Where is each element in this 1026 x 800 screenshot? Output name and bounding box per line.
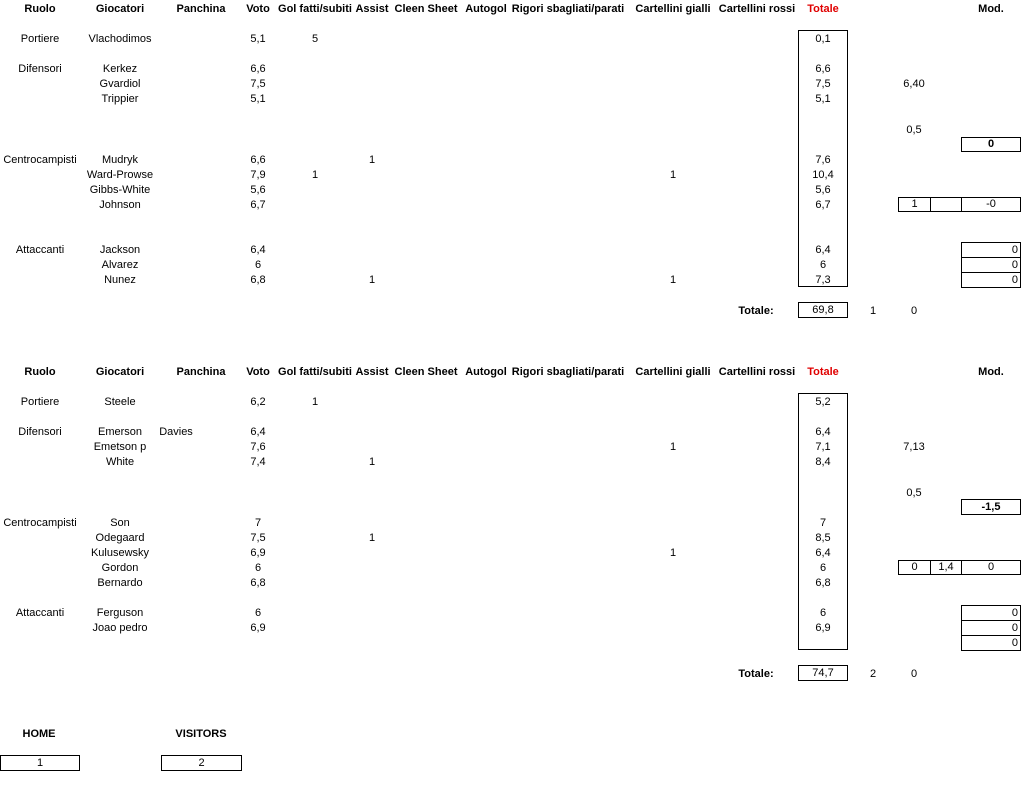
player-gialli: 1 — [669, 547, 677, 559]
att-cell: 0 — [961, 272, 1021, 288]
player-name: Gordon — [101, 562, 139, 574]
player-totale: 7 — [819, 517, 827, 529]
player-voto: 6,7 — [250, 199, 266, 211]
player-name: Trippier — [101, 93, 139, 105]
player-totale: 6,7 — [815, 199, 831, 211]
header-rigori: Rigori sbagliati/parati — [511, 3, 625, 15]
defense-average: 7,13 — [903, 441, 925, 453]
role-label: Portiere — [20, 396, 60, 408]
mid-cell: 0 — [961, 560, 1021, 575]
player-totale: 6,4 — [815, 547, 831, 559]
player-totale: 6 — [819, 259, 827, 271]
header-mod: Mod. — [978, 366, 1004, 378]
player-voto: 6 — [254, 562, 262, 574]
header-panchina: Panchina — [176, 366, 226, 378]
player-assist: 1 — [368, 274, 376, 286]
player-totale: 8,4 — [815, 456, 831, 468]
totale-extra: 0 — [910, 668, 918, 680]
mid-cell: 0 — [898, 560, 931, 575]
header-mod: Mod. — [978, 3, 1004, 15]
player-voto: 6,4 — [250, 426, 266, 438]
header-autogol: Autogol — [465, 3, 507, 15]
bonus-value: 0,5 — [906, 487, 922, 499]
player-totale: 6 — [819, 562, 827, 574]
player-name: Emerson — [97, 426, 143, 438]
player-name: Vlachodimos — [88, 33, 152, 45]
player-gialli: 1 — [669, 169, 677, 181]
header-totale: Totale — [807, 366, 839, 378]
player-voto: 6,2 — [250, 396, 266, 408]
att-cell: 0 — [961, 620, 1021, 636]
att-cell: 0 — [961, 635, 1021, 651]
mid-cell: -0 — [961, 197, 1021, 212]
player-voto: 6,9 — [250, 622, 266, 634]
header-giocatori: Giocatori — [95, 3, 145, 15]
role-label: Difensori — [18, 426, 62, 438]
player-voto: 7,9 — [250, 169, 266, 181]
player-totale: 8,5 — [815, 532, 831, 544]
player-voto: 7,5 — [250, 532, 266, 544]
player-assist: 1 — [368, 532, 376, 544]
header-gialli: Cartellini gialli — [635, 366, 711, 378]
header-rossi: Cartellini rossi — [718, 3, 796, 15]
player-totale: 5,6 — [815, 184, 831, 196]
player-totale: 7,3 — [815, 274, 831, 286]
player-voto: 6,8 — [250, 577, 266, 589]
player-name: White — [105, 456, 135, 468]
player-gol: 5 — [311, 33, 319, 45]
role-label: Difensori — [18, 63, 62, 75]
header-gialli: Cartellini gialli — [635, 3, 711, 15]
player-name: Steele — [104, 396, 136, 408]
header-assist: Assist — [355, 3, 389, 15]
att-cell: 0 — [961, 605, 1021, 621]
player-voto: 5,1 — [250, 93, 266, 105]
player-voto: 6,9 — [250, 547, 266, 559]
bonus-value: 0,5 — [906, 124, 922, 136]
player-name: Ward-Prowse — [86, 169, 154, 181]
att-cell: 0 — [961, 242, 1021, 258]
player-totale: 7,1 — [815, 441, 831, 453]
header-gol: Gol fatti/subiti — [278, 366, 352, 378]
player-name: Son — [110, 517, 130, 529]
header-cleen-sheet: Cleen Sheet — [394, 366, 458, 378]
role-label: Portiere — [20, 33, 60, 45]
header-assist: Assist — [355, 366, 389, 378]
player-name: Odegaard — [95, 532, 145, 544]
player-name: Kerkez — [102, 63, 138, 75]
player-gol: 1 — [311, 396, 319, 408]
player-assist: 1 — [368, 154, 376, 166]
player-totale: 6 — [819, 607, 827, 619]
header-ruolo: Ruolo — [24, 366, 56, 378]
header-cleen-sheet: Cleen Sheet — [394, 3, 458, 15]
totale-value: 74,7 — [798, 665, 848, 681]
player-voto: 7,4 — [250, 456, 266, 468]
player-voto: 6,6 — [250, 63, 266, 75]
role-label: Attaccanti — [15, 244, 65, 256]
mid-cell: 1,4 — [930, 560, 962, 575]
player-voto: 5,6 — [250, 184, 266, 196]
totale-extra: 0 — [910, 305, 918, 317]
header-gol: Gol fatti/subiti — [278, 3, 352, 15]
header-rossi: Cartellini rossi — [718, 366, 796, 378]
player-voto: 6,8 — [250, 274, 266, 286]
player-name: Bernardo — [97, 577, 143, 589]
player-assist: 1 — [368, 456, 376, 468]
player-voto: 6,4 — [250, 244, 266, 256]
totale-label: Totale: — [738, 305, 774, 317]
modifier-box: -1,5 — [961, 499, 1021, 515]
defense-average: 6,40 — [903, 78, 925, 90]
player-voto: 6,6 — [250, 154, 266, 166]
player-voto: 7,5 — [250, 78, 266, 90]
player-gialli: 1 — [669, 274, 677, 286]
modifier-box: 0 — [961, 137, 1021, 152]
header-ruolo: Ruolo — [24, 3, 56, 15]
player-name: Gibbs-White — [89, 184, 151, 196]
player-totale: 6,4 — [815, 426, 831, 438]
totale-value: 69,8 — [798, 302, 848, 318]
role-label: Attaccanti — [15, 607, 65, 619]
player-totale: 5,1 — [815, 93, 831, 105]
header-voto: Voto — [246, 3, 270, 15]
player-voto: 6 — [254, 259, 262, 271]
player-gol: 1 — [311, 169, 319, 181]
player-name: Mudryk — [101, 154, 139, 166]
player-totale: 6,6 — [815, 63, 831, 75]
player-gialli: 1 — [669, 441, 677, 453]
player-name: Alvarez — [101, 259, 139, 271]
totale-extra: 1 — [869, 305, 877, 317]
header-giocatori: Giocatori — [95, 366, 145, 378]
totale-label: Totale: — [738, 668, 774, 680]
visitors-label: VISITORS — [175, 728, 227, 740]
mid-cell — [930, 197, 962, 212]
player-name: Nunez — [104, 274, 136, 286]
player-name: Gvardiol — [99, 78, 141, 90]
player-name: Kulusewsky — [90, 547, 150, 559]
mid-cell: 1 — [898, 197, 931, 212]
header-panchina: Panchina — [176, 3, 226, 15]
player-totale: 10,4 — [812, 169, 834, 181]
totale-extra: 2 — [869, 668, 877, 680]
player-name: Joao pedro — [92, 622, 148, 634]
player-panchina: Davies — [159, 426, 193, 438]
player-name: Jackson — [99, 244, 141, 256]
player-voto: 6 — [254, 607, 262, 619]
player-totale: 6,9 — [815, 622, 831, 634]
player-name: Emetson p — [93, 441, 147, 453]
player-totale: 6,4 — [815, 244, 831, 256]
player-totale: 7,5 — [815, 78, 831, 90]
home-score: 1 — [0, 755, 80, 771]
player-voto: 7 — [254, 517, 262, 529]
player-name: Ferguson — [96, 607, 144, 619]
header-autogol: Autogol — [465, 366, 507, 378]
player-voto: 5,1 — [250, 33, 266, 45]
role-label: Centrocampisti — [3, 154, 77, 166]
player-totale: 7,6 — [815, 154, 831, 166]
player-totale: 6,8 — [815, 577, 831, 589]
header-voto: Voto — [246, 366, 270, 378]
header-rigori: Rigori sbagliati/parati — [511, 366, 625, 378]
player-totale: 5,2 — [815, 396, 831, 408]
visitors-score: 2 — [161, 755, 242, 771]
att-cell: 0 — [961, 257, 1021, 273]
role-label: Centrocampisti — [3, 517, 77, 529]
home-label: HOME — [22, 728, 56, 740]
header-totale: Totale — [807, 3, 839, 15]
player-totale: 0,1 — [815, 33, 831, 45]
player-name: Johnson — [99, 199, 141, 211]
player-voto: 7,6 — [250, 441, 266, 453]
